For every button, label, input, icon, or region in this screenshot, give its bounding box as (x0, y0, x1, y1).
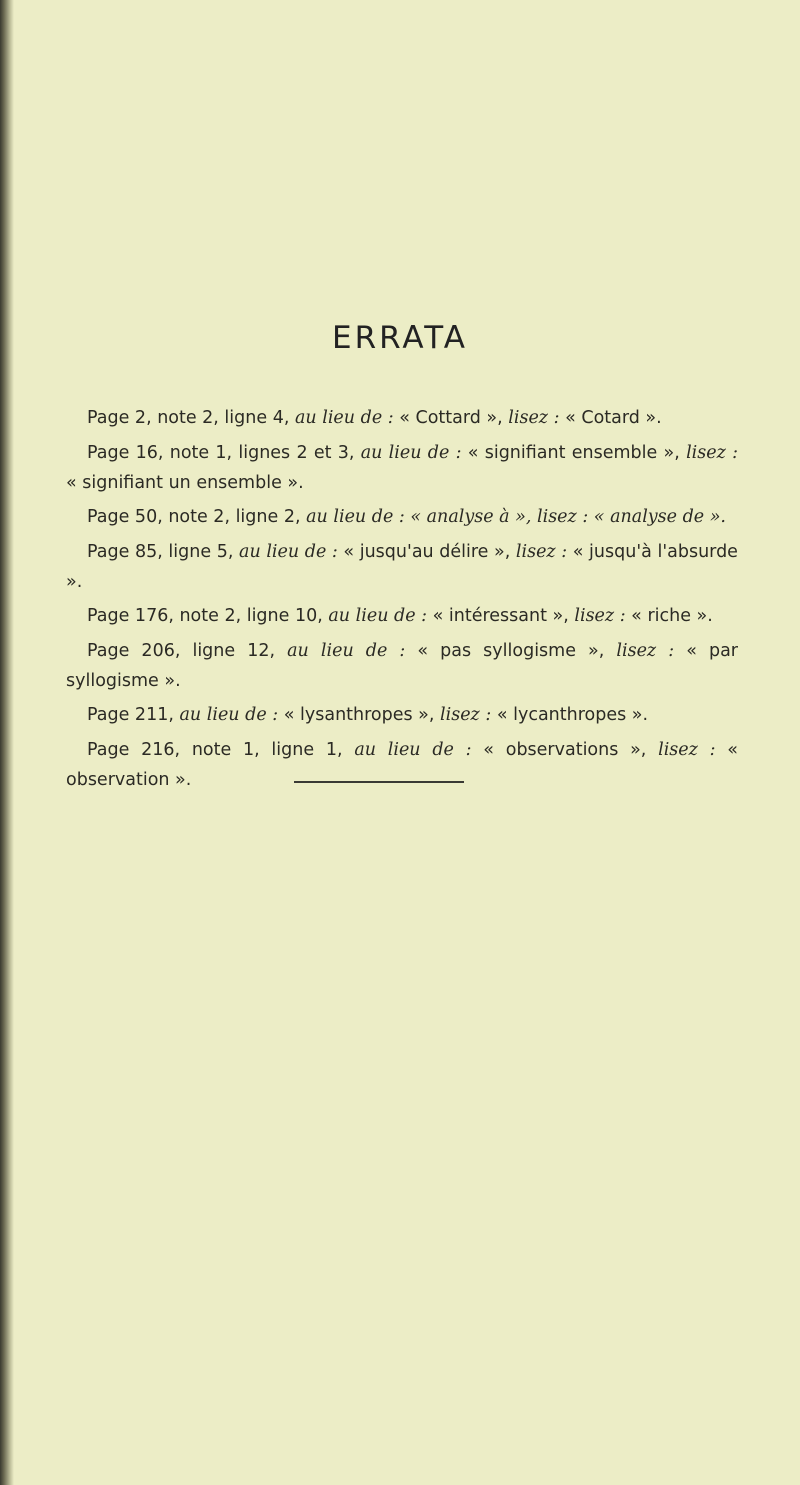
entry-reference: Page 211, (87, 705, 174, 725)
entry-instead-of: au lieu de : (294, 408, 394, 428)
entry-instead-of: au lieu de : (179, 705, 279, 725)
entry-correct-text: « analyse de ». (593, 507, 726, 527)
entry-read: lisez : (686, 442, 738, 463)
errata-entry (66, 601, 738, 631)
errata-entry (66, 537, 738, 597)
entry-reference: Page 2, note 2, ligne 4, (87, 408, 290, 428)
entry-wrong-text: « pas syllogisme », (417, 640, 605, 661)
entry-reference: Page 50, note 2, ligne 2, (87, 507, 301, 527)
entry-read: lisez : (574, 606, 626, 626)
closing-rule (294, 781, 464, 783)
entry-correct-text: « observation ». (66, 739, 738, 790)
entry-wrong-text: « Cottard », (399, 408, 503, 428)
entry-wrong-text: « signifiant ensemble », (467, 442, 680, 463)
entry-reference: Page 16, note 1, lignes 2 et 3, (87, 442, 355, 463)
entry-read: lisez : (508, 408, 560, 428)
entry-wrong-text: « observations », (483, 739, 647, 760)
entry-correct-text: « jusqu'à l'absurde ». (66, 541, 738, 592)
entry-read: lisez : (537, 507, 589, 527)
errata-entry (66, 403, 738, 433)
entry-wrong-text: « analyse à », (410, 507, 532, 527)
entry-instead-of: au lieu de : (306, 507, 405, 527)
entry-correct-text: « riche ». (631, 606, 713, 626)
entry-instead-of: au lieu de : (287, 640, 406, 661)
entry-correct-text: « signifiant un ensemble ». (66, 472, 304, 493)
entry-correct-text: « lycanthropes ». (496, 705, 649, 725)
errata-entry (66, 735, 738, 795)
errata-entry (66, 636, 738, 696)
entry-wrong-text: « lysanthropes », (283, 705, 435, 725)
entry-read: lisez : (658, 739, 716, 760)
entry-correct-text: « par syllogisme ». (66, 640, 739, 691)
entry-read: lisez : (515, 541, 568, 562)
errata-entry (66, 700, 738, 730)
entry-reference: Page 216, note 1, ligne 1, (87, 739, 343, 760)
entry-reference: Page 85, ligne 5, (87, 541, 234, 562)
entry-instead-of: au lieu de : (360, 442, 462, 463)
entry-wrong-text: « intéressant », (432, 606, 569, 626)
entry-instead-of: au lieu de : (328, 606, 428, 626)
entry-reference: Page 176, note 2, ligne 10, (87, 606, 323, 626)
entry-instead-of: au lieu de : (354, 739, 472, 760)
entry-read: lisez : (616, 640, 675, 661)
page-binding-edge (0, 0, 14, 1485)
entry-wrong-text: « jusqu'au délire », (343, 541, 511, 562)
entry-instead-of: au lieu de : (239, 541, 338, 562)
entry-correct-text: « Cotard ». (565, 408, 662, 428)
page-title: ERRATA (332, 320, 468, 356)
entry-read: lisez : (440, 705, 492, 725)
errata-entry (66, 438, 738, 498)
entry-reference: Page 206, ligne 12, (87, 640, 276, 661)
errata-list (66, 403, 738, 799)
errata-entry (66, 502, 738, 532)
